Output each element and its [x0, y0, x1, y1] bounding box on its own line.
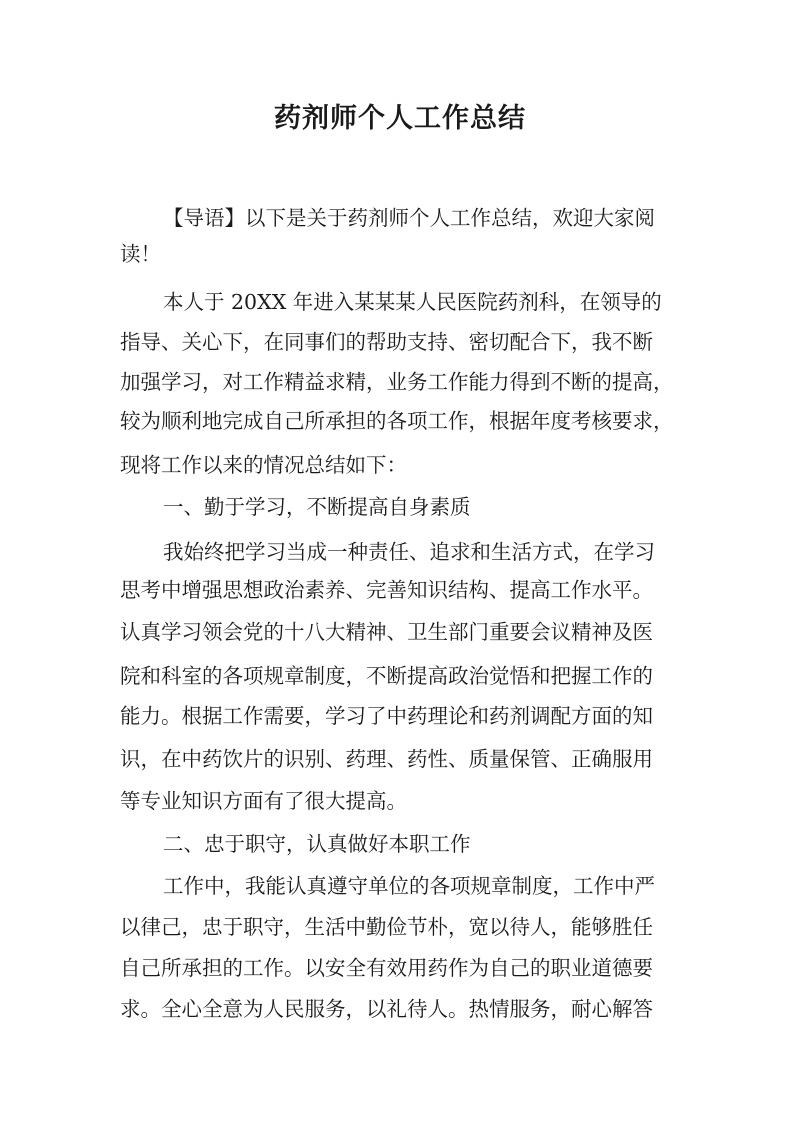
section-heading-2: 二、忠于职守，认真做好本职工作 [163, 832, 471, 856]
paragraph-line: 能力。根据工作需要，学习了中药理论和药剂调配方面的知 [120, 704, 653, 728]
paragraph-line: 思考中增强思想政治素养、完善知识结构、提高工作水平。 [120, 578, 653, 602]
intro-line: 【导语】以下是关于药剂师个人工作总结，欢迎大家阅 [163, 206, 655, 230]
paragraph-line: 加强学习，对工作精益求精，业务工作能力得到不断的提高， [120, 370, 674, 394]
section-heading-1: 一、勤于学习，不断提高自身素质 [163, 495, 471, 519]
paragraph-line: 工作中，我能认真遵守单位的各项规章制度，工作中严 [163, 874, 655, 898]
paragraph-line: 自己所承担的工作。以安全有效用药作为自己的职业道德要 [120, 956, 653, 980]
paragraph-line: 求。全心全意为人民服务，以礼待人。热情服务，耐心解答 [120, 997, 653, 1021]
paragraph-line: 较为顺利地完成自己所承担的各项工作，根据年度考核要求， [120, 409, 674, 433]
paragraph-line: 指导、关心下，在同事们的帮助支持、密切配合下，我不断 [120, 330, 653, 354]
intro-line-continued: 读！ [120, 242, 161, 266]
paragraph-line: 本人于 20XX 年进入某某某人民医院药剂科，在领导的 [163, 290, 662, 314]
paragraph-line: 以律己，忠于职守，生活中勤俭节朴，宽以待人，能够胜任 [120, 915, 653, 939]
document-title: 药剂师个人工作总结 [274, 103, 526, 134]
paragraph-line: 识，在中药饮片的识别、药理、药性、质量保管、正确服用 [120, 747, 653, 771]
paragraph-line: 认真学习领会党的十八大精神、卫生部门重要会议精神及医 [120, 620, 653, 644]
paragraph-line: 现将工作以来的情况总结如下： [120, 453, 407, 477]
paragraph-line: 我始终把学习当成一种责任、追求和生活方式，在学习 [163, 540, 655, 564]
paragraph-line: 等专业知识方面有了很大提高。 [120, 789, 407, 813]
paragraph-line: 院和科室的各项规章制度，不断提高政治觉悟和把握工作的 [120, 664, 653, 688]
